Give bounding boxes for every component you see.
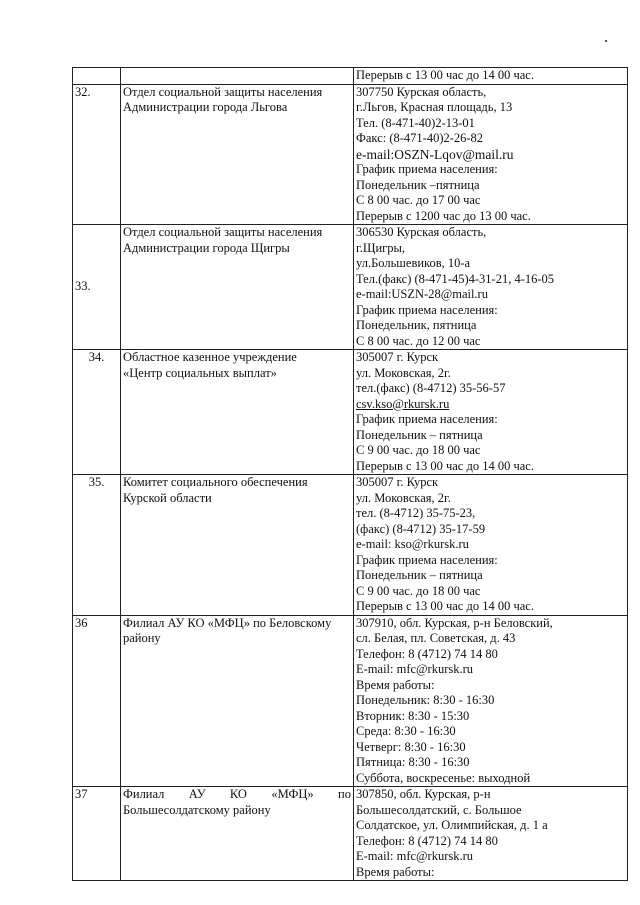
table-row: [73, 615, 628, 787]
address-line: Солдатское, ул. Олимпийская, д. 1 а: [356, 818, 548, 832]
break-line: Перерыв с 13 00 час до 14 00 час.: [356, 599, 534, 613]
schedule-line: С 9 00 час. до 18 00 час: [356, 583, 481, 598]
organization-name-line: Курской области: [123, 490, 212, 505]
table-row: [73, 84, 628, 225]
schedule-line: Понедельник – пятница: [356, 568, 483, 582]
address-line: 307910, обл. Курская, р-н Беловский,: [356, 615, 553, 630]
organization-name-line: Филиал АУ КО «МФЦ» по: [123, 787, 351, 801]
break-line: Перерыв с 1200 час до 13 00 час.: [356, 208, 531, 223]
fax-line: Факс: (8-471-40)2-26-82: [356, 131, 484, 145]
address-line: 307750 Курская область,: [356, 84, 487, 99]
address-line: ул. Моковская, 2г.: [356, 490, 451, 505]
address-line: ул. Моковская, 2г.: [356, 365, 451, 380]
contact-line: Перерыв с 13 00 час до 14 00 час.: [356, 68, 534, 82]
organization-cell: [121, 84, 354, 225]
schedule-heading: График приема населения:: [356, 162, 498, 176]
contact-cell: [354, 350, 628, 475]
contacts-table: [72, 67, 628, 881]
schedule-line: С 8 00 час. до 12 00 час: [356, 333, 481, 348]
scan-speck: [605, 40, 607, 42]
hours-line: Четверг: 8:30 - 16:30: [356, 739, 466, 754]
row-number-cell: [73, 68, 121, 85]
schedule-line: Понедельник – пятница: [356, 427, 483, 442]
hours-line: Суббота, воскресенье: выходной: [356, 770, 531, 785]
hours-heading: Время работы:: [356, 864, 435, 879]
hours-line: Пятница: 8:30 - 16:30: [356, 755, 470, 769]
email-line: e-mail: kso@rkursk.ru: [356, 537, 469, 551]
hours-line: Среда: 8:30 - 16:30: [356, 724, 456, 738]
organization-name-line: Отдел социальной защиты населения: [123, 225, 323, 239]
address-line: г.Щигры,: [356, 240, 406, 255]
hours-line: Понедельник: 8:30 - 16:30: [356, 693, 495, 707]
address-line: Большесолдатский, с. Большое: [356, 802, 522, 817]
organization-cell: [121, 68, 354, 85]
email-line: e-mail:USZN-28@mail.ru: [356, 287, 488, 301]
address-line: 306530 Курская область,: [356, 225, 487, 239]
table-row: [73, 787, 628, 881]
contact-cell: [354, 225, 628, 350]
schedule-heading: График приема населения:: [356, 302, 498, 317]
phone-line: Телефон: 8 (4712) 74 14 80: [356, 833, 498, 848]
address-line: ул.Большевиков, 10-а: [356, 256, 471, 270]
table-row: [73, 225, 628, 350]
organization-cell: [121, 475, 354, 616]
table-row-continuation: [73, 68, 628, 85]
contact-cell: [354, 615, 628, 787]
contact-cell: [354, 787, 628, 881]
address-line: г.Льгов, Красная площадь, 13: [356, 100, 513, 114]
hours-heading: Время работы:: [356, 677, 435, 692]
email-line: e-mail:OSZN-Lqov@mail.ru: [356, 146, 514, 162]
organization-name-line: Областное казенное учреждение: [123, 350, 297, 364]
schedule-line: С 8 00 час. до 17 00 час: [356, 193, 481, 207]
row-number: 34.: [73, 350, 121, 475]
address-line: сл. Белая, пл. Советская, д. 43: [356, 631, 516, 645]
schedule-line: Понедельник, пятница: [356, 318, 477, 332]
phone-line: Тел. (8-471-40)2-13-01: [356, 115, 475, 130]
row-number: 33.: [73, 225, 121, 350]
phone-line: Тел.(факс) (8-471-45)4-31-21, 4-16-05: [356, 271, 555, 286]
organization-cell: [121, 225, 354, 350]
organization-cell: [121, 350, 354, 475]
organization-cell: [121, 615, 354, 787]
address-line: 307850, обл. Курская, р-н: [356, 787, 491, 801]
email-link[interactable]: csv.kso@rkursk.ru: [356, 396, 450, 411]
organization-name-line: Отдел социальной защиты населения: [123, 84, 323, 99]
contact-cell: [354, 84, 628, 225]
row-number: 36: [73, 615, 121, 787]
address-line: 305007 г. Курск: [356, 475, 439, 489]
phone-line: тел. (8-4712) 35-75-23,: [356, 506, 476, 520]
address-line: 305007 г. Курск: [356, 350, 439, 364]
row-number: 32.: [73, 84, 121, 225]
organization-name-line: Комитет социального обеспечения: [123, 475, 308, 489]
organization-name-line: Администрации города Льгова: [123, 100, 288, 114]
contact-cell: [354, 475, 628, 616]
schedule-heading: График приема населения:: [356, 412, 498, 426]
schedule-heading: График приема населения:: [356, 552, 498, 567]
organization-name-line: Большесолдатскому району: [123, 802, 271, 817]
row-number: 35.: [73, 475, 121, 616]
hours-line: Вторник: 8:30 - 15:30: [356, 708, 470, 723]
break-line: Перерыв с 13 00 час до 14 00 час.: [356, 458, 534, 473]
organization-cell: [121, 787, 354, 881]
row-number: 37: [73, 787, 121, 881]
table-row: [73, 350, 628, 475]
organization-name-line: Филиал АУ КО «МФЦ» по Беловскому: [123, 615, 332, 630]
schedule-line: Понедельник –пятница: [356, 177, 480, 192]
email-line: E-mail: mfc@rkursk.ru: [356, 849, 474, 863]
phone-line: тел.(факс) (8-4712) 35-56-57: [356, 381, 506, 395]
organization-name-line: району: [123, 631, 161, 645]
email-line: E-mail: mfc@rkursk.ru: [356, 662, 474, 676]
organization-name-line: Администрации города Щигры: [123, 240, 290, 255]
phone-line: Телефон: 8 (4712) 74 14 80: [356, 646, 498, 661]
table-row: [73, 475, 628, 616]
schedule-line: С 9 00 час. до 18 00 час: [356, 443, 481, 457]
organization-name-line: «Центр социальных выплат»: [123, 365, 277, 380]
fax-line: (факс) (8-4712) 35-17-59: [356, 521, 486, 536]
contact-cell: [354, 68, 628, 85]
